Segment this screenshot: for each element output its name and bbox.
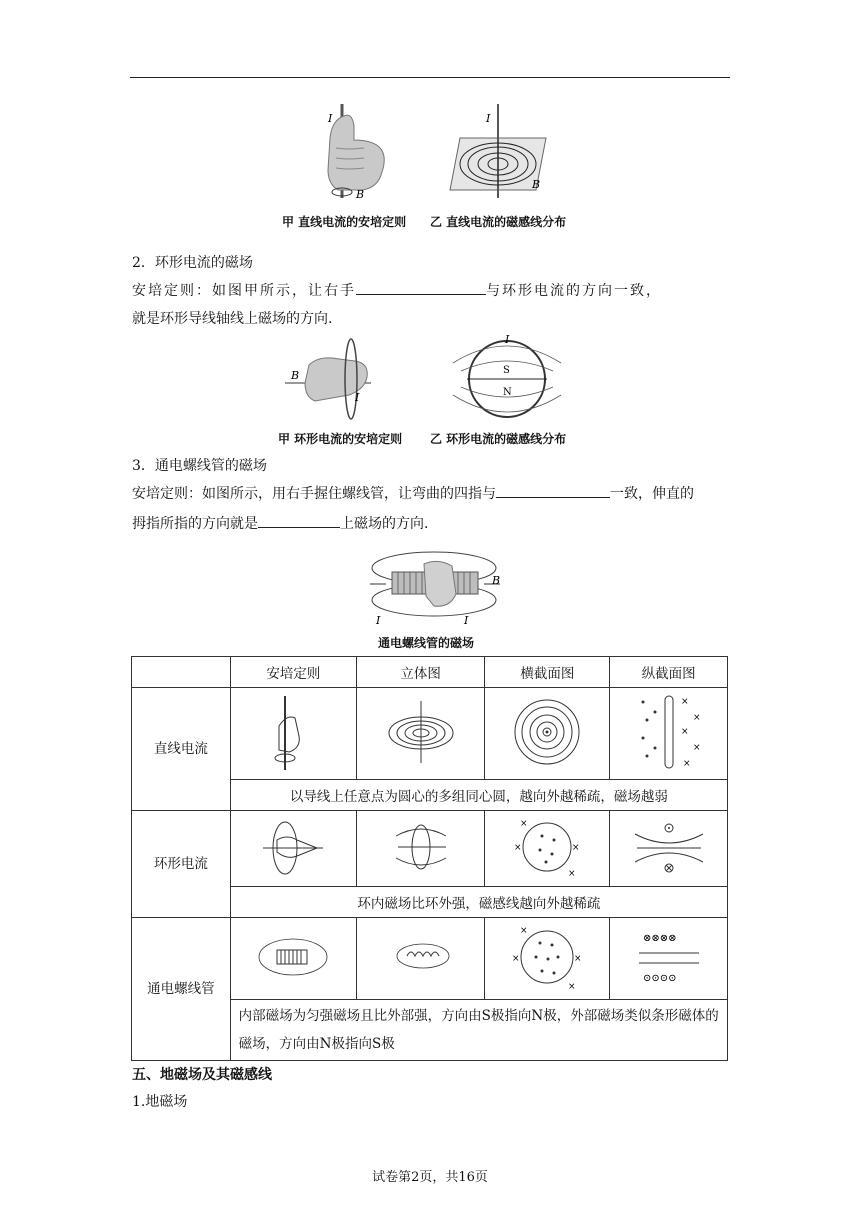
row-name: 通电螺线管: [132, 918, 231, 1061]
ring-cross-section-image: [485, 811, 610, 887]
text: 与环形电流的方向一致，: [486, 283, 662, 299]
text: 安培定则：如图甲所示，让右手: [132, 283, 356, 299]
text: 安培定则：如图所示，用右手握住螺线管，让弯曲的四指与: [132, 486, 496, 502]
svg-text:⊗⊗⊗⊗: ⊗⊗⊗⊗: [642, 932, 677, 944]
header-rule: [130, 77, 730, 78]
figure-caption: 甲 直线电流的安培定则: [282, 215, 407, 229]
row-description: 以导线上任意点为圆心的多组同心圆，越向外越稀疏，磁场越弱: [230, 780, 727, 811]
table-header-cell: 安培定则: [230, 657, 356, 688]
svg-text:×: ×: [572, 842, 580, 853]
svg-text:×: ×: [520, 818, 528, 829]
row-description: 环内磁场比环外强，磁感线越向外越稀疏: [230, 887, 727, 918]
section3-line1: [132, 480, 730, 508]
label-I: I: [376, 614, 381, 627]
row-description: 内部磁场为匀强磁场且比外部强，方向由S极指向N极，外部磁场类似条形磁体的磁场，方向由N极指向S极: [230, 1000, 727, 1061]
svg-text:×: ×: [568, 868, 576, 879]
ring-ampere-rule-image: [230, 811, 356, 887]
label-B: B: [492, 574, 501, 587]
figure-caption: 通电螺线管的磁场: [378, 636, 475, 650]
solenoid-ampere-rule-image: [230, 918, 356, 1000]
table-header-row: [132, 657, 728, 688]
straight-wire-figures: [300, 98, 570, 198]
solenoid-3d-image: [356, 918, 484, 1000]
svg-text:×: ×: [520, 925, 528, 936]
table-header-cell: 纵截面图: [610, 657, 728, 688]
row-name: 环形电流: [132, 811, 231, 918]
ring-current-figures: [285, 335, 585, 425]
answer-blank: [356, 278, 486, 295]
section3-title: 3．通电螺线管的磁场: [132, 458, 267, 474]
straight-ampere-rule-image: [230, 688, 356, 780]
table-header-cell: [132, 657, 231, 688]
label-B: B: [532, 178, 541, 191]
ring-longitudinal-image: [610, 811, 728, 887]
section2-line2: 就是环形导线轴线上磁场的方向.: [132, 311, 333, 327]
label-I: I: [486, 112, 491, 125]
ring-3d-image: [356, 811, 484, 887]
svg-text:×: ×: [514, 842, 522, 853]
answer-blank: [258, 511, 340, 528]
svg-text:×: ×: [512, 953, 520, 964]
table-row: [132, 688, 728, 780]
label-B: B: [356, 188, 365, 198]
label-S: S: [503, 365, 510, 376]
solenoid-cross-section-image: [485, 918, 610, 1000]
figure-caption: 乙 直线电流的磁感线分布: [430, 215, 567, 229]
page-footer: 试卷第2页，共16页: [372, 1170, 488, 1185]
svg-text:×: ×: [692, 712, 701, 723]
section5-sub1: 1.地磁场: [132, 1094, 188, 1110]
label-I: I: [328, 112, 333, 125]
section2-line1: [132, 277, 730, 305]
label-I: I: [505, 335, 510, 346]
svg-text:×: ×: [692, 742, 701, 753]
section5-heading: 五、地磁场及其磁感线: [132, 1067, 272, 1083]
svg-text:×: ×: [680, 696, 689, 707]
straight-wire-field-lines-image: [450, 104, 546, 198]
straight-3d-image: [356, 688, 484, 780]
solenoid-hand-image: [368, 544, 508, 630]
label-N: N: [503, 387, 512, 398]
solenoid-longitudinal-image: [610, 918, 728, 1000]
svg-text:×: ×: [680, 726, 689, 737]
row-name: 直线电流: [132, 688, 231, 811]
ring-field-lines-image: [453, 335, 561, 417]
table-row: [132, 811, 728, 887]
table-row: [132, 918, 728, 1000]
straight-longitudinal-image: [610, 688, 728, 780]
section3-line2: [132, 510, 730, 538]
svg-text:×: ×: [682, 758, 691, 769]
svg-text:×: ×: [568, 981, 576, 992]
text: 一致，伸直的: [610, 486, 694, 502]
label-B: B: [291, 369, 300, 382]
ring-hand-image: [285, 339, 371, 419]
figure-caption: 乙 环形电流的磁感线分布: [430, 432, 567, 446]
straight-cross-section-image: [485, 688, 610, 780]
svg-text:⊙⊙⊙⊙: ⊙⊙⊙⊙: [642, 972, 677, 984]
label-I: I: [464, 614, 469, 627]
magnetic-field-summary-table: [131, 656, 728, 1061]
text: 拇指所指的方向就是: [132, 516, 258, 532]
label-I: I: [355, 391, 360, 404]
text: 上磁场的方向.: [340, 516, 429, 532]
answer-blank: [496, 481, 610, 498]
section2-title: 2．环形电流的磁场: [132, 255, 253, 271]
straight-wire-hand-image: [327, 104, 384, 198]
figure-caption: 甲 环形电流的安培定则: [278, 432, 403, 446]
svg-text:×: ×: [574, 953, 582, 964]
table-header-cell: 立体图: [356, 657, 484, 688]
table-header-cell: 横截面图: [485, 657, 610, 688]
